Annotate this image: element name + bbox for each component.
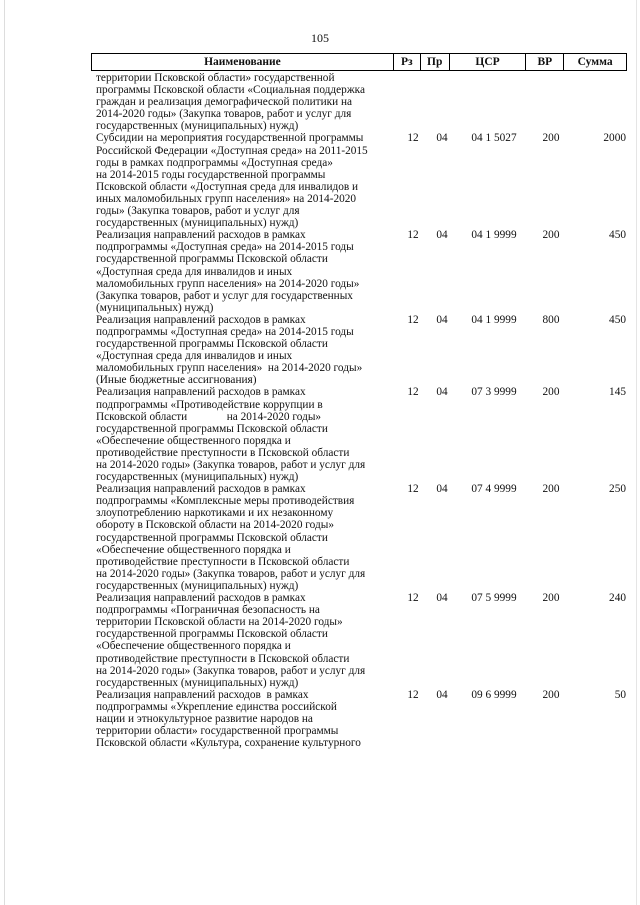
row-csr: 07 3 9999 bbox=[471, 386, 517, 399]
row-name-line: подпрограммы «Противодействие коррупции в bbox=[96, 398, 323, 411]
row-name-line: подпрограммы «Доступная среда» на 2014-2015 годы bbox=[96, 241, 354, 254]
row-name-line: государственных (муниципальных) нужд) bbox=[96, 217, 299, 230]
row-name-line: на 2014-2020 годы» (Закупка товаров, работ и услуг для bbox=[96, 459, 366, 471]
row-name-line: (Иные бюджетные ассигнования) bbox=[96, 374, 257, 387]
row-name-line: Субсидии на мероприятия государственной программы bbox=[96, 132, 364, 145]
row-pr: 04 bbox=[436, 229, 448, 242]
row-name-line: противодействие преступности в Псковской области bbox=[96, 555, 350, 568]
row-pr: 04 bbox=[436, 386, 448, 399]
row-rz bbox=[398, 72, 428, 132]
row-name-line: (Закупка товаров, работ и услуг для государственных bbox=[96, 289, 353, 302]
row-csr: 07 4 9999 bbox=[471, 483, 517, 496]
row-name-line: Реализация направлений расходов в рамках bbox=[96, 688, 309, 701]
row-name bbox=[96, 592, 398, 689]
row-name-line: на 2014-2015 годы государственной программы bbox=[96, 168, 326, 181]
row-csr: 07 5 9999 bbox=[471, 592, 517, 605]
row-name-line: граждан и реализация демографической политики на bbox=[96, 96, 353, 109]
row-pr bbox=[428, 72, 456, 132]
row-name-line: государственной программы Псковской области bbox=[96, 253, 328, 266]
row-name-line: территории области» государственной программы bbox=[96, 725, 339, 738]
row-rz: 12 bbox=[407, 229, 419, 242]
row-name-line: государственных (муниципальных) нужд) bbox=[96, 120, 299, 133]
row-vr bbox=[532, 72, 570, 132]
row-vr: 200 bbox=[542, 688, 560, 701]
row-name-line: государственной программы Псковской области bbox=[96, 531, 328, 544]
table-header bbox=[91, 53, 627, 71]
row-name bbox=[96, 483, 398, 592]
row-name-line: Реализация направлений расходов в рамках bbox=[96, 386, 306, 399]
row-csr bbox=[456, 72, 532, 132]
row-name-line: Реализация направлений расходов в рамках bbox=[96, 313, 306, 326]
row-csr: 04 1 9999 bbox=[471, 313, 517, 326]
table-row bbox=[96, 132, 626, 229]
row-name-line: государственных (муниципальных) нужд) bbox=[96, 471, 299, 484]
row-rz: 12 bbox=[407, 483, 419, 496]
row-name-line: подпрограммы «Доступная среда» на 2014-2015 годы bbox=[96, 325, 354, 338]
row-name-line: годы» (Закупка товаров, работ и услуг для bbox=[96, 205, 300, 218]
table-row bbox=[96, 72, 626, 132]
header-vr: ВР bbox=[526, 54, 564, 70]
row-name-line: государственной программы Псковской области bbox=[96, 338, 328, 351]
header-name: Наименование bbox=[92, 54, 394, 70]
row-pr: 04 bbox=[436, 132, 448, 145]
row-rz: 12 bbox=[407, 386, 419, 399]
row-name-line: Реализация направлений расходов в рамках bbox=[96, 483, 306, 496]
row-name-line: государственной программы Псковской области bbox=[96, 422, 328, 435]
row-name-line: Псковской области «Культура, сохранение культурного bbox=[96, 737, 361, 750]
table-row bbox=[96, 229, 626, 314]
row-name-line: на 2014-2020 годы» (Закупка товаров, работ и услуг для bbox=[96, 664, 366, 677]
row-name-line: государственных (муниципальных) нужд) bbox=[96, 579, 299, 592]
table-row bbox=[96, 314, 626, 387]
row-name-line: маломобильных групп населения» на 2014-2020 годы» bbox=[96, 362, 363, 375]
table-row bbox=[96, 386, 626, 483]
row-name-line: подпрограммы «Комплексные меры противодействия bbox=[96, 495, 355, 508]
row-name-line: «Доступная среда для инвалидов и иных bbox=[96, 350, 293, 363]
row-sum: 2000 bbox=[603, 132, 626, 145]
row-vr: 200 bbox=[542, 592, 560, 605]
row-name-line: «Обеспечение общественного порядка и bbox=[96, 543, 291, 556]
table-row bbox=[96, 592, 626, 689]
scan-edge-right bbox=[636, 0, 637, 905]
row-name-line: подпрограммы «Укрепление единства российской bbox=[96, 700, 337, 713]
row-name-line: противодействие преступности в Псковской области bbox=[96, 652, 350, 665]
row-name bbox=[96, 132, 398, 229]
row-rz: 12 bbox=[407, 688, 419, 701]
row-name-line: злоупотреблению наркотиками и их незаконному bbox=[96, 507, 334, 520]
row-vr: 200 bbox=[542, 483, 560, 496]
row-name-line: «Обеспечение общественного порядка и bbox=[96, 434, 291, 447]
row-name-line: 2014-2020 годы» (Закупка товаров, работ и услуг для bbox=[96, 108, 352, 121]
row-name-line: подпрограммы «Пограничная безопасность на bbox=[96, 604, 320, 617]
row-sum: 145 bbox=[609, 386, 626, 399]
row-name-line: Реализация направлений расходов в рамках bbox=[96, 592, 306, 605]
row-sum: 240 bbox=[609, 592, 626, 605]
table-body bbox=[96, 72, 626, 749]
row-sum: 450 bbox=[609, 313, 626, 326]
row-vr: 200 bbox=[542, 386, 560, 399]
row-name-line: «Обеспечение общественного порядка и bbox=[96, 640, 291, 653]
row-vr: 200 bbox=[542, 132, 560, 145]
table-row bbox=[96, 689, 626, 749]
header-pr: Пр bbox=[421, 54, 450, 70]
row-name-line: обороту в Псковской области на 2014-2020 годы» bbox=[96, 519, 334, 532]
row-pr: 04 bbox=[436, 688, 448, 701]
row-vr: 800 bbox=[542, 313, 560, 326]
row-name-line: противодействие преступности в Псковской области bbox=[96, 446, 350, 459]
header-csr: ЦСР bbox=[450, 54, 527, 70]
row-name-line: Реализация направлений расходов в рамках bbox=[96, 229, 306, 242]
row-name-line: Псковской области на 2014-2020 годы» bbox=[96, 410, 322, 423]
row-name-line: нации и этнокультурное развитие народов на bbox=[96, 712, 313, 725]
table-row bbox=[96, 483, 626, 592]
row-vr: 200 bbox=[542, 229, 560, 242]
row-name bbox=[96, 314, 398, 387]
header-rz: Рз bbox=[394, 54, 421, 70]
row-name-line: территории Псковской области на 2014-2020 годы» bbox=[96, 616, 343, 629]
row-name-line: территории Псковской области» государственной bbox=[96, 72, 335, 84]
row-name bbox=[96, 229, 398, 314]
row-name-line: Псковской области «Доступная среда для инвалидов и bbox=[96, 180, 359, 193]
row-sum: 50 bbox=[614, 688, 626, 701]
row-name bbox=[96, 72, 398, 132]
row-name-line: на 2014-2020 годы» (Закупка товаров, работ и услуг для bbox=[96, 567, 366, 580]
row-name-line: Российской Федерации «Доступная среда» на 2011-2015 bbox=[96, 144, 368, 157]
row-name-line: иных маломобильных групп населения» на 2014-2020 bbox=[96, 192, 357, 205]
row-name-line: государственных (муниципальных) нужд) bbox=[96, 676, 299, 689]
row-name-line: «Доступная среда для инвалидов и иных bbox=[96, 265, 293, 278]
row-name-line: (муниципальных) нужд) bbox=[96, 301, 214, 314]
row-pr: 04 bbox=[436, 592, 448, 605]
row-csr: 09 6 9999 bbox=[471, 688, 517, 701]
header-sum: Сумма bbox=[577, 56, 613, 68]
row-name-line: программы Псковской области «Социальная поддержка bbox=[96, 84, 365, 97]
row-sum bbox=[570, 72, 626, 132]
row-sum: 450 bbox=[609, 229, 626, 242]
row-name bbox=[96, 386, 398, 483]
row-csr: 04 1 5027 bbox=[471, 132, 517, 145]
row-name bbox=[96, 689, 398, 749]
row-rz: 12 bbox=[407, 313, 419, 326]
row-rz: 12 bbox=[407, 132, 419, 145]
row-name-line: государственной программы Псковской области bbox=[96, 628, 328, 641]
row-pr: 04 bbox=[436, 313, 448, 326]
row-name-line: маломобильных групп населения» на 2014-2020 годы» bbox=[96, 277, 360, 290]
row-name-line: годы в рамках подпрограммы «Доступная среда» bbox=[96, 156, 333, 169]
scan-edge-left bbox=[4, 0, 5, 905]
row-pr: 04 bbox=[436, 483, 448, 496]
row-rz: 12 bbox=[407, 592, 419, 605]
page-number: 105 bbox=[311, 31, 329, 45]
row-csr: 04 1 9999 bbox=[471, 229, 517, 242]
row-sum: 250 bbox=[609, 483, 626, 496]
